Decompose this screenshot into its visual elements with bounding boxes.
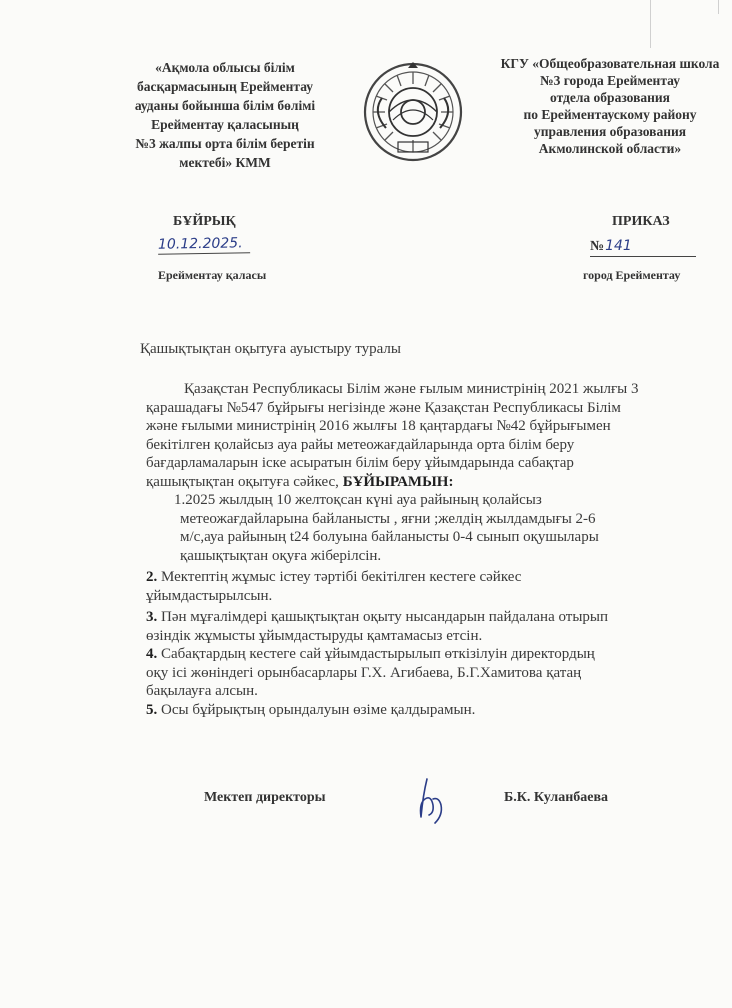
order-title-kz: БҰЙРЫҚ	[173, 214, 236, 229]
preamble-line-last	[146, 473, 706, 492]
header-right-org	[482, 55, 732, 157]
preamble-line: және ғылыми министрінің 2016 жылғы 18 қаңтардағы №42 бұйрығымен	[146, 418, 611, 434]
preamble-line: қарашадағы №547 бұйрығы негізінде және Қазақстан Республикасы Білім	[146, 399, 621, 416]
item2-number: 2.	[146, 569, 158, 585]
item2-line	[146, 568, 706, 587]
signatory-title: Мектеп директоры	[204, 790, 326, 805]
preamble-last-text: қашықтықтан оқытуға сәйкес,	[146, 473, 339, 490]
header-left-line: ауданы бойынша білім бөлімі	[134, 98, 316, 113]
item2-text: Мектептің жұмыс істеу тәртібі бекітілген кестеге сәйкес	[161, 569, 522, 585]
header-left-line: №3 жалпы орта білім беретін	[135, 136, 315, 151]
header-right-line: отдела образования	[550, 90, 670, 105]
preamble-line: Қазақстан Республикасы Білім және ғылым министрінің 2021 жылғы 3	[184, 381, 639, 397]
item4-text: Сабақтардың кестеге сай ұйымдастырылып өткізілуін директордың	[161, 646, 595, 662]
header-left-line: «Ақмола облысы білім	[155, 60, 295, 75]
state-emblem-seal-icon	[360, 58, 466, 166]
header-right-line: Акмолинской области»	[538, 141, 682, 156]
item4-line	[146, 645, 706, 664]
item4-line: бақылауға алсын.	[146, 683, 258, 699]
order-body	[146, 380, 706, 719]
item5-text: Осы бұйрықтың орындалуын өзіме қалдырамын.	[161, 701, 476, 718]
signatory-name: Б.К. Куланбаева	[504, 790, 609, 805]
header-right-line: №3 города Ерейментау	[540, 73, 680, 88]
order-number-value: 141	[605, 238, 632, 254]
header-left-line: Ерейментау қаласының	[151, 117, 299, 132]
item1-line: 1.2025 жылдың 10 желтоқсан күні ауа райының қолайсыз	[174, 492, 542, 508]
preamble-line: бекітілген қолайсыз ауа райы метеожағдайларында орта білім беру	[146, 436, 575, 453]
item3-line: өзіндік жұмысты ұйымдастыруды қамтамасыз етсін.	[146, 627, 483, 644]
item3-line	[146, 608, 706, 627]
city-ru: город Ерейментау	[583, 268, 681, 282]
order-word: БҰЙЫРАМЫН:	[342, 473, 454, 490]
city-kz: Ерейментау қаласы	[158, 268, 267, 282]
item3-text: Пән мұғалімдері қашықтықтан оқыту нысандарын пайдалана отырып	[161, 609, 609, 625]
header-right-line: управления образования	[533, 124, 687, 139]
order-date: 10.12.2025.	[158, 235, 250, 255]
header-left-line: басқармасының Ерейментау	[136, 79, 314, 94]
order-number	[590, 237, 696, 257]
item4-number: 4.	[146, 646, 158, 662]
header-left-org	[100, 58, 350, 172]
order-subject: Қашықтықтан оқытуға ауыстыру туралы	[140, 341, 401, 357]
item5-number: 5.	[146, 701, 158, 718]
header-right-line: КГУ «Общеобразовательная школа	[500, 56, 720, 71]
scan-artifact	[650, 0, 651, 48]
item4-line: оқу ісі жөніндегі орынбасарлары Г.Х. Агибаева, Б.Г.Хамитова қатаң	[146, 664, 582, 681]
item3-number: 3.	[146, 609, 158, 625]
order-number-prefix: №	[590, 239, 605, 254]
handwritten-signature-icon	[405, 775, 455, 827]
preamble-line: бағдарламаларын іске асыратын білім беру ұйымдарында сабақтар	[146, 455, 574, 471]
order-title-ru: ПРИКАЗ	[612, 214, 670, 229]
header-right-line: по Ерейментаускому району	[523, 107, 697, 122]
item1-line: метеожағдайларына байланысты , яғни ;желдің жылдамдығы 2-6	[180, 510, 596, 527]
item1-line: м/с,ауа райының t24 болуына байланысты 0-4 сынып оқушылары	[180, 529, 599, 545]
item1-line: қашықтықтан оқуға жіберілсін.	[180, 547, 382, 564]
item5-line	[146, 701, 706, 720]
item2-line: ұйымдастырылсын.	[146, 587, 273, 604]
scan-artifact	[718, 0, 719, 14]
header-left-line: мектебі» КММ	[179, 155, 271, 170]
